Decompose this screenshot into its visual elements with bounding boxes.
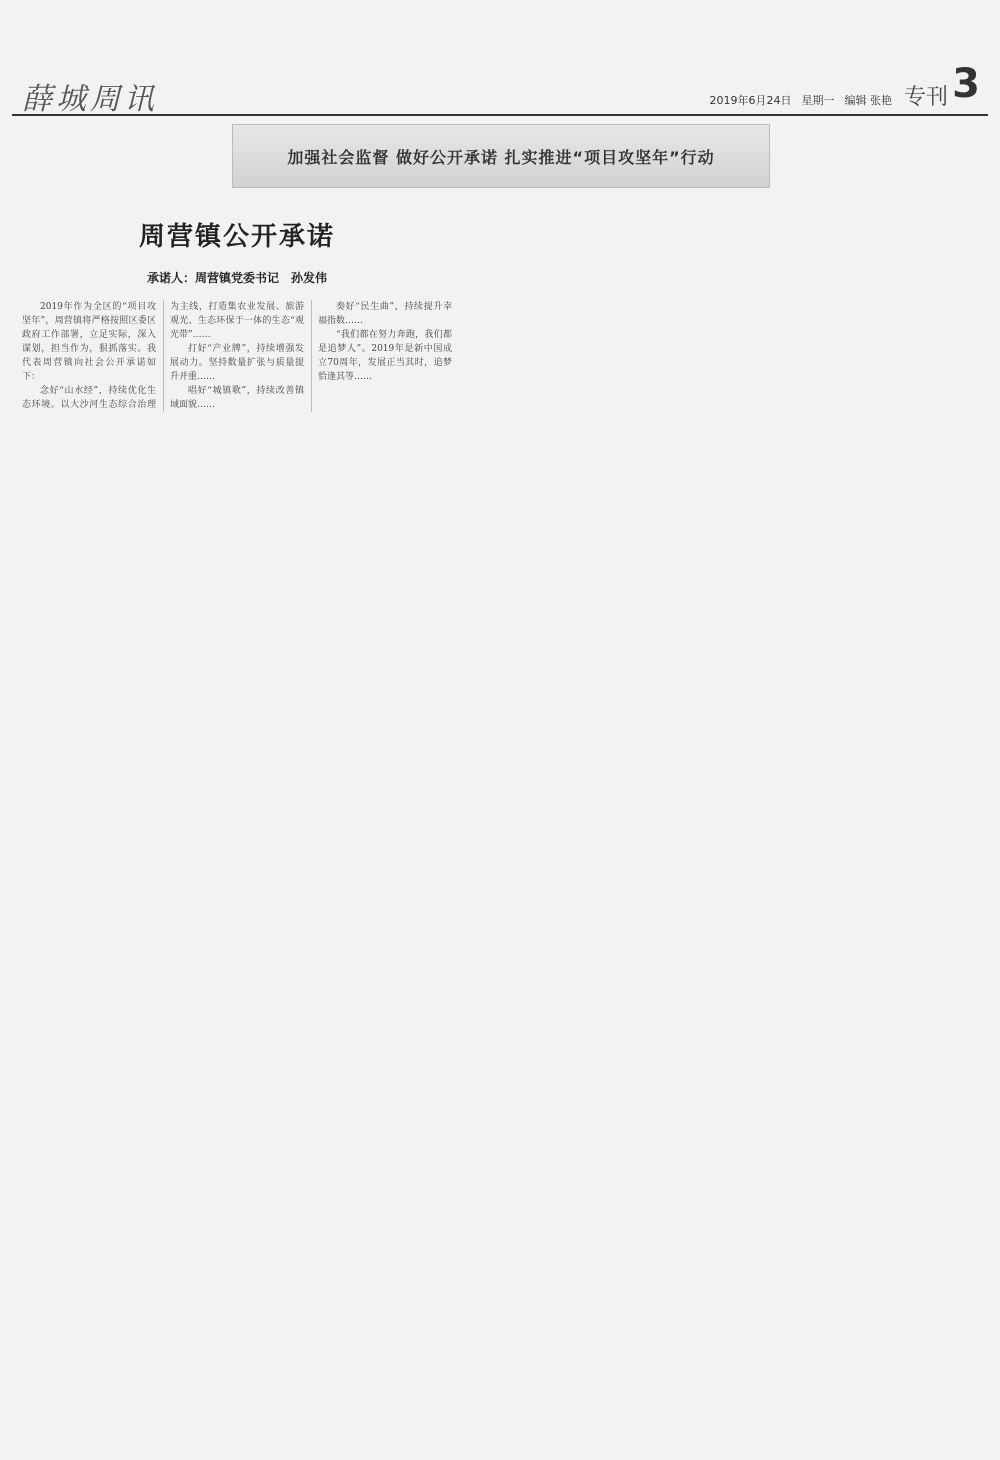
paper-name-logo: 薛城周讯	[22, 82, 158, 117]
section-name: 专刊	[903, 85, 948, 110]
issue-weekday: 星期一	[801, 94, 835, 107]
article-paragraph: 打好“产业牌”，持续增强发展动力。坚持数量扩张与质量提升并重……	[170, 344, 304, 382]
article-zhouying	[22, 216, 452, 412]
byline-label: 承诺人：周营镇党委书记	[146, 271, 279, 285]
article-paragraph: “我们都在努力奔跑，我们都是追梦人”。2019年是新中国成立70周年，发展正当其时，追梦恰逢其等……	[318, 330, 452, 382]
article-paragraph: 2019年作为全区的“项目攻坚年”，周营镇将严格按照区委区政府工作部署，立足实际，深入谋划，担当作为，狠抓落实。我代表周营镇向社会公开承诺如下：	[22, 302, 156, 382]
byline-name: 孙发伟	[291, 271, 328, 285]
article-title: 周营镇公开承诺	[138, 222, 335, 252]
campaign-banner	[232, 124, 770, 188]
article-paragraph: 念好“山水经”，持续优化生态环境。以大沙河生态综合治理为主线，打造集农业发展、旅游观光、生态环保于一体的生态“观光带”……	[22, 302, 304, 410]
issue-editor: 编辑 张艳	[844, 94, 892, 107]
issue-line	[700, 92, 893, 108]
issue-date: 2019年6月24日	[709, 94, 792, 107]
article-paragraph: 奏好“民生曲”，持续提升幸福指数……	[318, 302, 452, 326]
page-number: 3	[952, 61, 980, 107]
article-byline	[22, 269, 452, 286]
article-paragraph: 唱好“城镇歌”，持续改善镇域面貌……	[170, 386, 304, 410]
article-body	[22, 300, 452, 412]
banner-text: 加强社会监督 做好公开承诺 扎实推进“项目攻坚年”行动	[287, 148, 715, 167]
masthead	[12, 52, 988, 116]
